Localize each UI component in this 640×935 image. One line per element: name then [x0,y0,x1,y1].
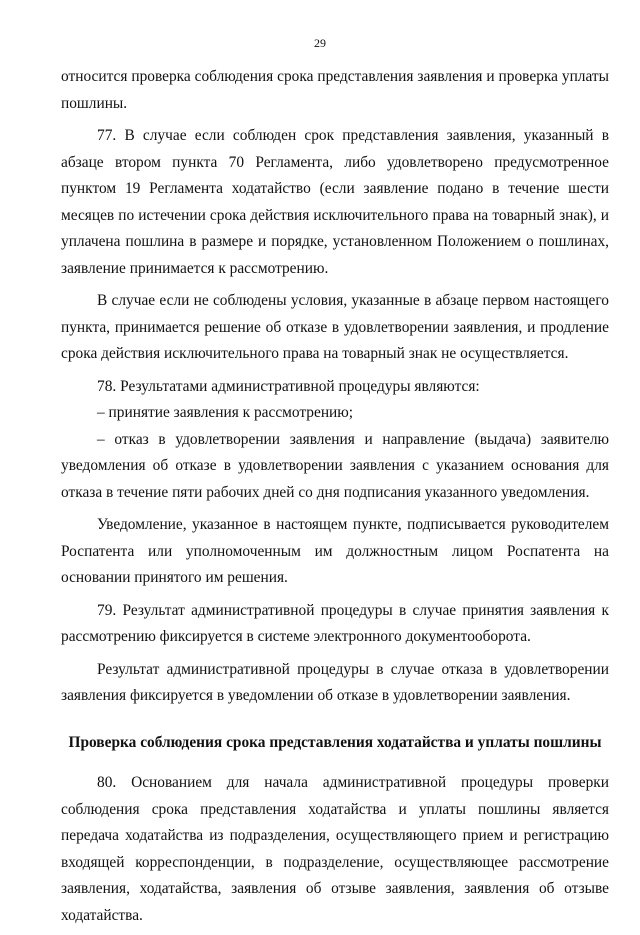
paragraph-77: 77. В случае если соблюден срок представления заявления, указанный в абзаце втором пункта 70 Регламента, либо удовлетворено предусмотренное пунктом 19 Регламента ходатайство (если заявление подано в течение шести месяцев по истечении срока действия исключительного права на товарный знак), и уплачена пошлина в размере и порядке, установленном Положением о пошлинах, заявление принимается к рассмотрению. [61,127,609,277]
page-number: 29 [314,36,326,50]
section-heading: Проверка соблюдения срока представления ходатайства и уплаты пошлины [68,733,602,751]
paragraph-80: 80. Основанием для начала административной процедуры проверки соблюдения срока представления ходатайства и уплаты пошлины является передача ходатайства из подразделения, осуществляющего прием и регистрацию входящей корреспонденции, в подразделение, осуществляющее рассмотрение заявления, ходатайства, заявления об отзыве заявления, заявления об отзыве ходатайства. [61,774,609,924]
list-item-acceptance: – принятие заявления к рассмотрению; [97,404,354,421]
paragraph-continuation: относится проверка соблюдения срока представления заявления и проверка уплаты пошлины. [61,68,609,112]
paragraph-78: 78. Результатами административной процедуры являются: [97,377,480,395]
paragraph-notification: Уведомление, указанное в настоящем пункте, подписывается руководителем Роспатента или уполномоченным им должностным лицом Роспатента на основании принятого им решения. [61,516,609,586]
list-item-refusal: – отказ в удовлетворении заявления и направление (выдача) заявителю уведомления об отказе в удовлетворении заявления с указанием основания для отказа в течение пяти рабочих дней со дня подписания указанного уведомления. [61,430,609,501]
document-body [61,64,609,935]
paragraph-79: 79. Результат административной процедуры в случае принятия заявления к рассмотрению фиксируется в системе электронного документооборота. [61,601,609,645]
paragraph-79-refusal: Результат административной процедуры в случае отказа в удовлетворении заявления фиксируется в уведомлении об отказе в удовлетворении заявления. [61,660,609,704]
paragraph-77-conditions: В случае если не соблюдены условия, указанные в абзаце первом настоящего пункта, принимается решение об отказе в удовлетворении заявления, и продление срока действия исключительного права на товарный знак не осуществляется. [61,292,609,362]
